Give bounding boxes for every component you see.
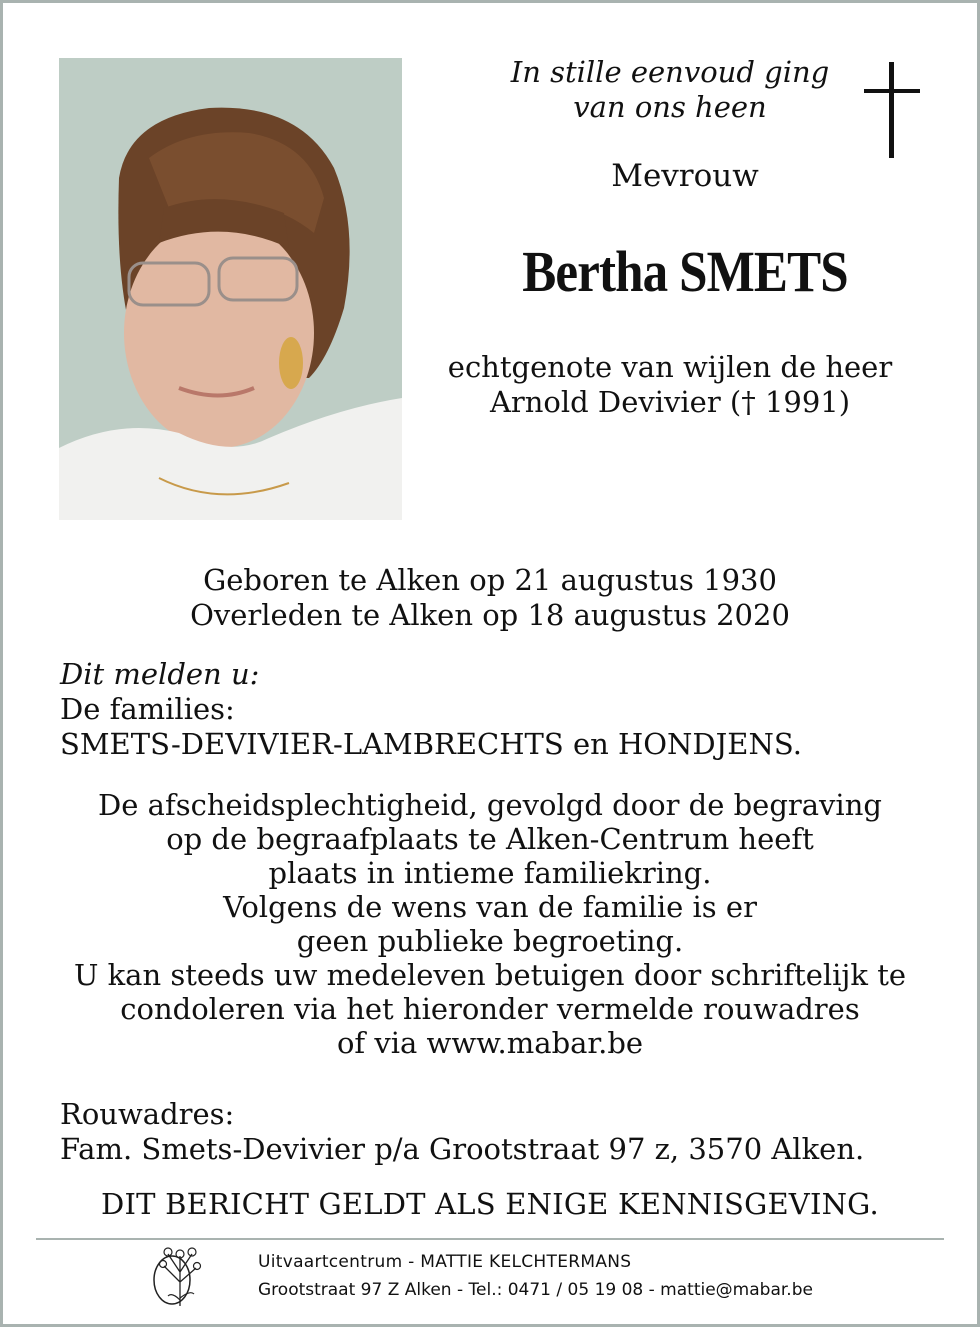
announcement-intro: Dit melden u: bbox=[60, 657, 260, 691]
cross-horizontal-bar bbox=[864, 89, 920, 93]
families-names: SMETS-DEVIVIER-LAMBRECHTS en HONDJENS. bbox=[60, 727, 802, 761]
spouse-line: Arnold Devivier († 1991) bbox=[489, 385, 851, 419]
announcement bbox=[60, 657, 940, 762]
spouse-info bbox=[420, 350, 920, 420]
ceremony-line: op de begraafplaats te Alken-Centrum heeft bbox=[166, 822, 814, 856]
portrait-photo bbox=[59, 58, 402, 520]
deceased-name: Bertha SMETS bbox=[522, 239, 848, 304]
funeral-home-contact: Grootstraat 97 Z Alken - Tel.: 0471 / 05 19 08 - mattie@mabar.be bbox=[258, 1280, 813, 1300]
ceremony-line: De afscheidsplechtigheid, gevolgd door de begraving bbox=[98, 788, 882, 822]
intro-line: van ons heen bbox=[573, 90, 767, 124]
cross-vertical-bar bbox=[889, 62, 894, 158]
mourning-address bbox=[60, 1097, 940, 1167]
ceremony-line: Volgens de wens van de familie is er bbox=[223, 890, 757, 924]
families-label: De families: bbox=[60, 692, 235, 726]
birth-line: Geboren te Alken op 21 augustus 1930 bbox=[203, 563, 777, 597]
ceremony-text bbox=[40, 788, 940, 1060]
address-label: Rouwadres: bbox=[60, 1097, 235, 1131]
address-value: Fam. Smets-Devivier p/a Grootstraat 97 z, 3570 Alken. bbox=[60, 1132, 865, 1166]
life-dates bbox=[60, 563, 920, 633]
ceremony-line: geen publieke begroeting. bbox=[296, 924, 684, 958]
death-line: Overleden te Alken op 18 augustus 2020 bbox=[190, 598, 790, 632]
ceremony-line: U kan steeds uw medeleven betuigen door schriftelijk te bbox=[73, 958, 907, 992]
intro-text bbox=[420, 55, 920, 125]
honorific: Mevrouw bbox=[611, 158, 759, 194]
footer-divider bbox=[36, 1238, 944, 1240]
ceremony-line: condoleren via het hieronder vermelde rouwadres bbox=[120, 992, 860, 1026]
ceremony-line: plaats in intieme familiekring. bbox=[268, 856, 712, 890]
flower-logo-icon bbox=[150, 1242, 240, 1308]
latin-cross-icon bbox=[864, 62, 920, 158]
intro-line: In stille eenvoud ging bbox=[510, 55, 830, 89]
spouse-line: echtgenote van wijlen de heer bbox=[447, 350, 893, 384]
official-notice: DIT BERICHT GELDT ALS ENIGE KENNISGEVING. bbox=[101, 1187, 879, 1221]
ceremony-line: of via www.mabar.be bbox=[336, 1026, 644, 1060]
funeral-home-name: Uitvaartcentrum - MATTIE KELCHTERMANS bbox=[258, 1252, 632, 1272]
